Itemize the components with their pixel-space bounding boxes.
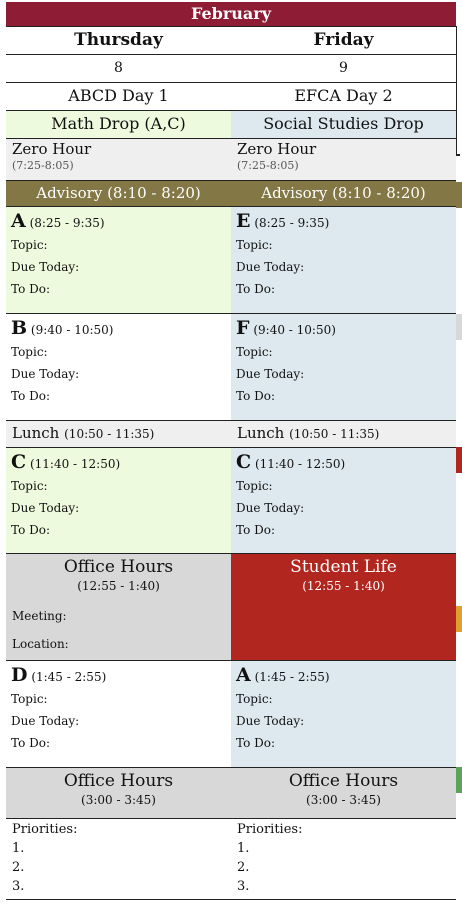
priorities-label: Priorities: — [12, 822, 78, 837]
grid-line — [6, 138, 456, 139]
block-letter: C — [11, 451, 27, 473]
next-column-sliver — [456, 767, 462, 793]
priority-item: 1. — [237, 841, 250, 856]
next-column-sliver — [456, 447, 462, 473]
lunch-time: (10:50 - 11:35) — [64, 427, 155, 441]
grid-line — [6, 54, 456, 55]
priority-item: 2. — [12, 860, 25, 875]
block-e-friday[interactable] — [231, 206, 456, 313]
grid-line — [6, 313, 456, 314]
lunch-friday[interactable] — [231, 420, 456, 447]
block-a-thursday[interactable] — [6, 206, 231, 313]
grid-line — [6, 899, 456, 900]
block-letter: C — [236, 451, 252, 473]
due-today-label: Due Today: — [236, 714, 305, 728]
next-column-sliver — [456, 26, 462, 154]
grid-line — [6, 553, 456, 554]
weekday-thursday: Thursday — [74, 30, 163, 50]
advisory-thursday[interactable]: Advisory (8:10 - 8:20) — [6, 180, 231, 206]
due-today-label: Due Today: — [11, 501, 80, 515]
zero-hour-time: (7:25-8:05) — [12, 159, 74, 172]
priority-item: 3. — [12, 879, 25, 894]
topic-label: Topic: — [11, 345, 48, 359]
student-life-time: (12:55 - 1:40) — [302, 579, 385, 593]
grid-line — [6, 660, 456, 661]
to-do-label: To Do: — [11, 736, 50, 750]
next-column-sliver — [456, 154, 460, 156]
to-do-label: To Do: — [236, 389, 275, 403]
grid-line — [6, 767, 456, 768]
month-header: February — [6, 2, 456, 26]
zero-hour-friday[interactable] — [231, 138, 456, 180]
topic-label: Topic: — [11, 479, 48, 493]
grid-line — [6, 26, 456, 27]
block-time: (1:45 - 2:55) — [254, 670, 330, 684]
lunch-label: Lunch — [12, 424, 60, 442]
cycle-day-thursday: ABCD Day 1 — [68, 86, 169, 105]
zero-hour-label: Zero Hour — [12, 140, 92, 158]
block-a-friday[interactable] — [231, 660, 456, 767]
student-life-friday[interactable] — [231, 553, 456, 660]
due-today-label: Due Today: — [11, 260, 80, 274]
block-time: (9:40 - 10:50) — [30, 323, 114, 337]
block-d-thursday[interactable] — [6, 660, 231, 767]
topic-label: Topic: — [11, 692, 48, 706]
location-label: Location: — [12, 637, 69, 651]
cycle-day-friday: EFCA Day 2 — [294, 86, 393, 105]
topic-label: Topic: — [236, 238, 273, 252]
zero-hour-thursday[interactable] — [6, 138, 231, 180]
lunch-thursday[interactable] — [6, 420, 231, 447]
block-time: (11:40 - 12:50) — [29, 457, 121, 471]
advisory-friday[interactable]: Advisory (8:10 - 8:20) — [231, 180, 456, 206]
date-thursday: 8 — [114, 60, 123, 76]
next-column-sliver — [456, 606, 462, 632]
block-f-friday[interactable] — [231, 313, 456, 420]
due-today-label: Due Today: — [236, 501, 305, 515]
block-time: (8:25 - 9:35) — [29, 216, 105, 230]
block-letter: A — [11, 210, 26, 232]
grid-line — [6, 206, 456, 207]
grid-line — [6, 110, 456, 111]
office-hours-time: (3:00 - 3:45) — [306, 793, 381, 807]
priorities-friday[interactable] — [231, 818, 456, 900]
office-hours-title: Office Hours — [63, 771, 174, 791]
block-letter: E — [236, 210, 251, 232]
to-do-label: To Do: — [236, 523, 275, 537]
student-life-title: Student Life — [290, 557, 397, 577]
date-friday: 9 — [339, 60, 348, 76]
due-today-label: Due Today: — [236, 260, 305, 274]
block-time: (1:45 - 2:55) — [31, 670, 107, 684]
office-hours-midday-thursday[interactable] — [6, 553, 231, 660]
office-hours-afternoon-thursday[interactable] — [6, 767, 231, 818]
grid-line — [6, 818, 456, 819]
priority-item: 3. — [237, 879, 250, 894]
to-do-label: To Do: — [236, 736, 275, 750]
grid-line — [6, 420, 456, 421]
zero-hour-time: (7:25-8:05) — [237, 159, 299, 172]
to-do-label: To Do: — [11, 389, 50, 403]
due-today-label: Due Today: — [11, 714, 80, 728]
block-letter: B — [11, 317, 28, 339]
weekday-friday: Friday — [313, 30, 374, 50]
next-column-sliver — [456, 314, 462, 340]
block-time: (9:40 - 10:50) — [253, 323, 336, 337]
grid-line — [6, 82, 456, 83]
grid-line — [6, 180, 456, 181]
block-letter: A — [236, 664, 251, 686]
block-c-thursday[interactable] — [6, 447, 231, 553]
priority-item: 1. — [12, 841, 25, 856]
lunch-label: Lunch — [237, 424, 285, 442]
topic-label: Topic: — [11, 238, 48, 252]
lunch-time: (10:50 - 11:35) — [289, 427, 380, 441]
office-hours-afternoon-friday[interactable] — [231, 767, 456, 818]
office-hours-time: (3:00 - 3:45) — [81, 793, 156, 807]
topic-label: Topic: — [236, 692, 273, 706]
block-time: (8:25 - 9:35) — [254, 216, 330, 230]
topic-label: Topic: — [236, 345, 273, 359]
block-letter: F — [236, 317, 250, 339]
grid-line — [6, 447, 456, 448]
priority-item: 2. — [237, 860, 250, 875]
to-do-label: To Do: — [236, 282, 275, 296]
zero-hour-label: Zero Hour — [237, 140, 317, 158]
block-time: (11:40 - 12:50) — [254, 457, 346, 471]
office-hours-title: Office Hours — [63, 557, 174, 577]
block-b-thursday[interactable] — [6, 313, 231, 420]
drop-thursday: Math Drop (A,C) — [6, 110, 231, 138]
drop-friday: Social Studies Drop — [231, 110, 456, 138]
next-column-sliver — [456, 182, 462, 208]
office-hours-title: Office Hours — [288, 771, 399, 791]
priorities-label: Priorities: — [237, 822, 303, 837]
due-today-label: Due Today: — [11, 367, 80, 381]
to-do-label: To Do: — [11, 282, 50, 296]
block-c-friday[interactable] — [231, 447, 456, 553]
meeting-label: Meeting: — [12, 609, 67, 623]
office-hours-time: (12:55 - 1:40) — [77, 579, 160, 593]
priorities-thursday[interactable] — [6, 818, 231, 900]
topic-label: Topic: — [236, 479, 273, 493]
block-letter: D — [11, 664, 28, 686]
to-do-label: To Do: — [11, 523, 50, 537]
due-today-label: Due Today: — [236, 367, 305, 381]
